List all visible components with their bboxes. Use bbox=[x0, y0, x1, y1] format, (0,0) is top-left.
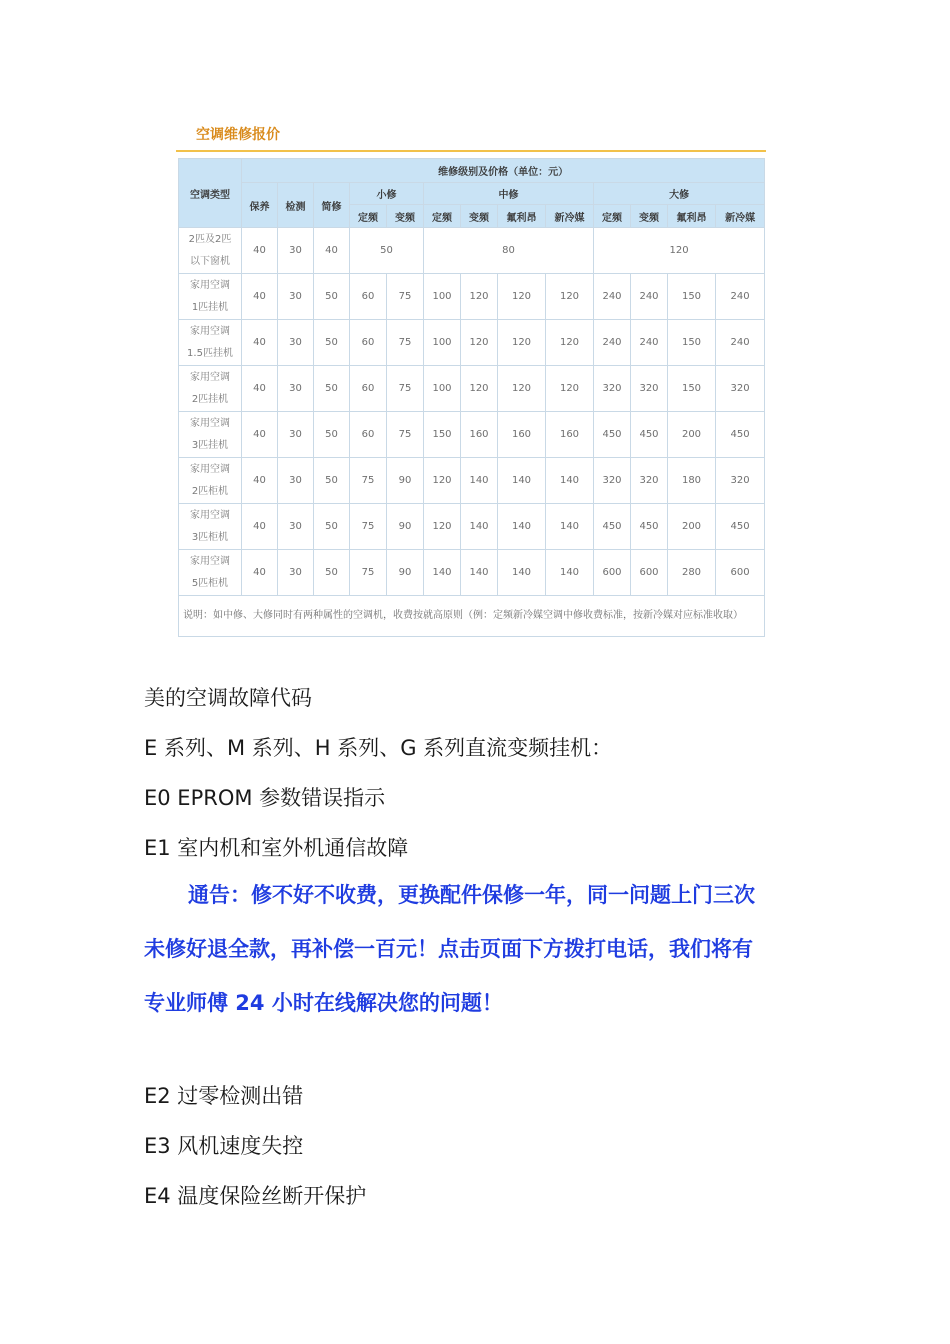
table-row bbox=[179, 458, 765, 504]
table-cell: 120 bbox=[498, 366, 546, 412]
table-cell: 75 bbox=[387, 274, 424, 320]
table-cell: 75 bbox=[387, 320, 424, 366]
table-cell: 450 bbox=[716, 504, 765, 550]
header-sub: 定频 bbox=[594, 205, 631, 228]
header-sub: 新冷媒 bbox=[546, 205, 594, 228]
header-sub: 氟利昂 bbox=[668, 205, 716, 228]
row-type: 家用空调 3匹挂机 bbox=[179, 412, 242, 458]
table-cell: 50 bbox=[314, 412, 350, 458]
table-cell: 320 bbox=[716, 366, 765, 412]
table-cell: 120 bbox=[424, 504, 461, 550]
table-cell: 100 bbox=[424, 320, 461, 366]
table-cell: 30 bbox=[278, 550, 314, 596]
table-cell: 320 bbox=[631, 458, 668, 504]
table-cell: 100 bbox=[424, 274, 461, 320]
table-cell: 160 bbox=[498, 412, 546, 458]
table-cell: 160 bbox=[546, 412, 594, 458]
table-cell: 150 bbox=[668, 320, 716, 366]
table-cell: 150 bbox=[668, 274, 716, 320]
table-cell: 40 bbox=[242, 366, 278, 412]
table-cell: 40 bbox=[314, 228, 350, 274]
table-cell: 140 bbox=[546, 550, 594, 596]
table-cell: 60 bbox=[350, 320, 387, 366]
section-heading: 美的空调故障代码 bbox=[144, 686, 312, 710]
notice-line: 专业师傅 24 小时在线解决您的问题！ bbox=[144, 991, 503, 1015]
table-cell: 30 bbox=[278, 366, 314, 412]
table-cell: 120 bbox=[546, 274, 594, 320]
table-cell: 120 bbox=[546, 366, 594, 412]
table-cell: 50 bbox=[314, 320, 350, 366]
table-cell: 100 bbox=[424, 366, 461, 412]
table-cell: 140 bbox=[498, 458, 546, 504]
table-cell: 50 bbox=[314, 274, 350, 320]
row-type: 家用空调 5匹柜机 bbox=[179, 550, 242, 596]
table-row bbox=[179, 366, 765, 412]
header-sub: 定频 bbox=[350, 205, 387, 228]
table-cell: 40 bbox=[242, 228, 278, 274]
table-cell: 450 bbox=[594, 504, 631, 550]
header-type: 空调类型 bbox=[179, 159, 242, 228]
code-e3: E3 风机速度失控 bbox=[144, 1134, 304, 1158]
table-cell: 90 bbox=[387, 550, 424, 596]
table-cell: 120 bbox=[461, 366, 498, 412]
code-e2: E2 过零检测出错 bbox=[144, 1084, 304, 1108]
table-cell: 30 bbox=[278, 274, 314, 320]
row-type: 家用空调 2匹柜机 bbox=[179, 458, 242, 504]
header-basic: 简修 bbox=[314, 183, 350, 228]
table-cell: 280 bbox=[668, 550, 716, 596]
row-type: 家用空调 3匹柜机 bbox=[179, 504, 242, 550]
row-type: 家用空调 2匹挂机 bbox=[179, 366, 242, 412]
header-group: 维修级别及价格（单位：元） bbox=[242, 159, 765, 183]
header-sub: 定频 bbox=[424, 205, 461, 228]
table-cell: 450 bbox=[631, 412, 668, 458]
table-cell: 150 bbox=[668, 366, 716, 412]
table-cell: 240 bbox=[594, 274, 631, 320]
table-cell: 30 bbox=[278, 320, 314, 366]
table-cell: 75 bbox=[387, 366, 424, 412]
table-cell: 60 bbox=[350, 274, 387, 320]
table-cell: 140 bbox=[498, 504, 546, 550]
table-cell: 30 bbox=[278, 412, 314, 458]
table-cell: 30 bbox=[278, 228, 314, 274]
table-cell: 60 bbox=[350, 366, 387, 412]
table-cell: 140 bbox=[546, 504, 594, 550]
table-cell: 600 bbox=[594, 550, 631, 596]
table-cell: 320 bbox=[631, 366, 668, 412]
table-cell: 600 bbox=[716, 550, 765, 596]
header-basic: 保养 bbox=[242, 183, 278, 228]
row-type: 家用空调 1匹挂机 bbox=[179, 274, 242, 320]
table-row bbox=[179, 320, 765, 366]
table-cell: 450 bbox=[594, 412, 631, 458]
table-cell: 80 bbox=[424, 228, 594, 274]
table-cell: 90 bbox=[387, 458, 424, 504]
header-sub: 变频 bbox=[631, 205, 668, 228]
table-cell: 40 bbox=[242, 274, 278, 320]
table-cell: 450 bbox=[631, 504, 668, 550]
notice-line: 未修好退全款，再补偿一百元！点击页面下方拨打电话，我们将有 bbox=[144, 937, 753, 961]
table-cell: 120 bbox=[461, 320, 498, 366]
price-table-image bbox=[176, 112, 766, 646]
table-cell: 75 bbox=[350, 504, 387, 550]
table-note: 说明：如中修、大修同时有两种属性的空调机，收费按就高原则（例：定频新冷媒空调中修收费标准，按新冷媒对应标准收取） bbox=[179, 596, 765, 637]
table-cell: 240 bbox=[716, 320, 765, 366]
table-cell: 40 bbox=[242, 504, 278, 550]
header-level-mid: 中修 bbox=[424, 183, 594, 205]
table-cell: 75 bbox=[387, 412, 424, 458]
table-cell: 200 bbox=[668, 504, 716, 550]
table-cell: 50 bbox=[314, 504, 350, 550]
table-row bbox=[179, 274, 765, 320]
series-line: E 系列、M 系列、H 系列、G 系列直流变频挂机： bbox=[144, 736, 613, 760]
table-cell: 320 bbox=[594, 366, 631, 412]
row-type: 家用空调 1.5匹挂机 bbox=[179, 320, 242, 366]
header-sub: 变频 bbox=[387, 205, 424, 228]
table-cell: 240 bbox=[631, 320, 668, 366]
table-row bbox=[179, 228, 765, 274]
table-cell: 320 bbox=[716, 458, 765, 504]
table-cell: 60 bbox=[350, 412, 387, 458]
table-cell: 120 bbox=[498, 274, 546, 320]
table-cell: 160 bbox=[461, 412, 498, 458]
table-cell: 120 bbox=[594, 228, 765, 274]
row-type: 2匹及2匹 以下窗机 bbox=[179, 228, 242, 274]
code-e1: E1 室内机和室外机通信故障 bbox=[144, 836, 409, 860]
header-sub: 氟利昂 bbox=[498, 205, 546, 228]
header-level-small: 小修 bbox=[350, 183, 424, 205]
table-cell: 90 bbox=[387, 504, 424, 550]
table-cell: 40 bbox=[242, 320, 278, 366]
header-sub: 新冷媒 bbox=[716, 205, 765, 228]
table-cell: 140 bbox=[461, 458, 498, 504]
code-e4: E4 温度保险丝断开保护 bbox=[144, 1184, 367, 1208]
header-basic: 检测 bbox=[278, 183, 314, 228]
table-cell: 75 bbox=[350, 458, 387, 504]
table-row bbox=[179, 504, 765, 550]
notice-line: 通告：修不好不收费，更换配件保修一年，同一问题上门三次 bbox=[188, 883, 755, 907]
table-cell: 240 bbox=[594, 320, 631, 366]
header-sub: 变频 bbox=[461, 205, 498, 228]
table-cell: 120 bbox=[424, 458, 461, 504]
table-cell: 50 bbox=[314, 366, 350, 412]
table-cell: 50 bbox=[314, 458, 350, 504]
repair-price-table bbox=[178, 158, 765, 637]
header-level-big: 大修 bbox=[594, 183, 765, 205]
table-cell: 30 bbox=[278, 458, 314, 504]
table-cell: 600 bbox=[631, 550, 668, 596]
table-cell: 200 bbox=[668, 412, 716, 458]
table-cell: 140 bbox=[461, 550, 498, 596]
table-cell: 120 bbox=[498, 320, 546, 366]
table-cell: 150 bbox=[424, 412, 461, 458]
price-table-title: 空调维修报价 bbox=[196, 127, 280, 143]
table-cell: 40 bbox=[242, 412, 278, 458]
title-divider bbox=[176, 150, 766, 152]
table-cell: 240 bbox=[631, 274, 668, 320]
table-cell: 140 bbox=[498, 550, 546, 596]
table-cell: 75 bbox=[350, 550, 387, 596]
table-cell: 50 bbox=[350, 228, 424, 274]
table-cell: 180 bbox=[668, 458, 716, 504]
table-cell: 140 bbox=[424, 550, 461, 596]
table-cell: 450 bbox=[716, 412, 765, 458]
table-cell: 120 bbox=[546, 320, 594, 366]
table-row bbox=[179, 550, 765, 596]
table-cell: 140 bbox=[546, 458, 594, 504]
table-row bbox=[179, 412, 765, 458]
table-cell: 40 bbox=[242, 458, 278, 504]
table-cell: 320 bbox=[594, 458, 631, 504]
code-e0: E0 EPROM 参数错误指示 bbox=[144, 786, 386, 810]
table-cell: 40 bbox=[242, 550, 278, 596]
table-cell: 50 bbox=[314, 550, 350, 596]
table-cell: 240 bbox=[716, 274, 765, 320]
table-cell: 120 bbox=[461, 274, 498, 320]
service-notice bbox=[144, 868, 824, 1030]
table-cell: 140 bbox=[461, 504, 498, 550]
table-cell: 30 bbox=[278, 504, 314, 550]
